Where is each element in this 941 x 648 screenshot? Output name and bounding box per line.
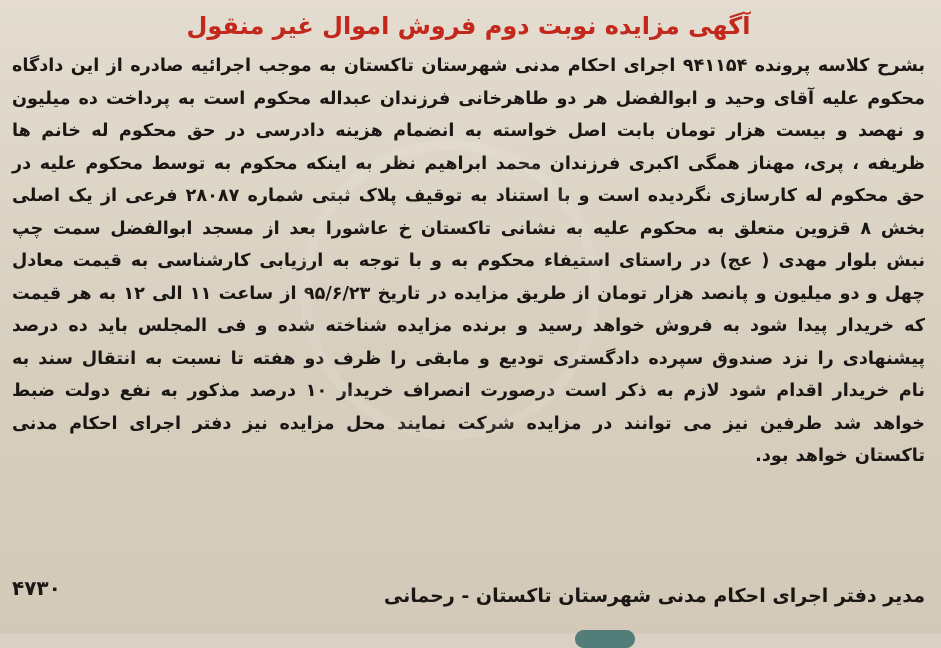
edge-ink-mark [575, 630, 635, 648]
notice-footer [12, 578, 925, 614]
notice-body: بشرح کلاسه پرونده ۹۴۱۱۵۴ اجرای احکام مدنی شهرستان تاکستان به موجب اجرائیه صادره از این دادگاه محکوم علیه آقای وحید و ابوالفضل هر دو طاهرخانی فرزندان عبداله محکوم است به پرداخت ده میلیون و نهصد و بیست هزار تومان بابت اصل خواسته به انضمام هزینه دادرسی در حق محکوم له خانم ها ظریفه ، پری، مهناز همگی اکبری فرزندان محمد ابراهیم نظر به اینکه محکوم به توسط محکوم علیه در حق محکوم له کارسازی نگردیده است و با استناد به توقیف پلاک ثبتی شماره ۲۸۰۸۷ فرعی از یک اصلی بخش ۸ قزوین متعلق به محکوم علیه به نشانی تاکستان خ عاشورا بعد از مسجد ابوالفضل سمت چپ نبش بلوار مهدی ( عج) در راستای استیفاء محکوم به و با توجه به ارزیابی کارشناسی به قیمت معادل چهل و دو میلیون و پانصد هزار تومان از طریق مزایده در تاریخ ۹۵/۶/۲۳ از ساعت ۱۱ الی ۱۲ به هر قیمت که خریدار پیدا شود به فروش خواهد رسید و برنده مزایده شناخته شده و فی المجلس باید ده درصد پیشنهادی را نزد صندوق سپرده دادگستری تودیع و مابقی را ظرف دو هفته تا نسبت به انتقال سند به نام خریدار اقدام شود لازم به ذکر است درصورت انصراف خریدار ۱۰ درصد مذکور به نفع دولت ضبط خواهد شد طرفین نیز می توانند در مزایده شرکت نمایند محل مزایده نیز دفتر اجرای احکام مدنی تاکستان خواهد بود. [12, 56, 925, 466]
notice-signature: مدیر دفتر اجرای احکام مدنی شهرستان تاکستان - رحمانی [383, 585, 925, 607]
notice-title: آگهی مزایده نوبت دوم فروش اموال غیر منقول [186, 12, 751, 40]
ad-number: ۴۷۳۰ [12, 576, 61, 600]
